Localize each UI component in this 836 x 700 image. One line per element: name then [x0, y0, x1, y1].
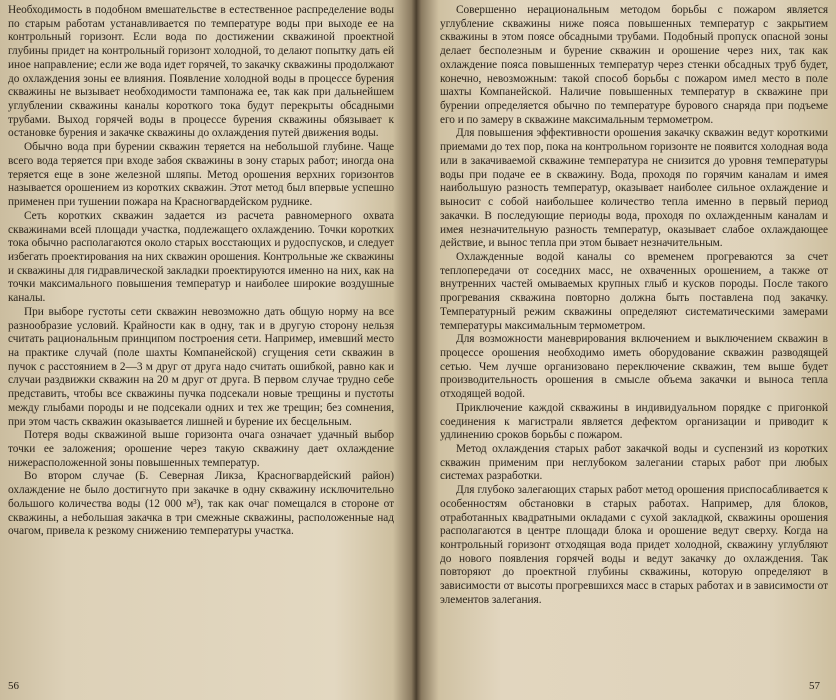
paragraph: Охлажденные водой каналы со временем прогреваются за счет теплопередачи от соседних масс, не охваченных орошением, а также от внутренних частей омываемых крупных глыб и кусков породы. После такого прогревания скважина повторно должна быть поставлена под закачку. Температурный режим скважины определяют систематическими замерами температуры максимальным термометром. [440, 250, 828, 332]
paragraph: Для глубоко залегающих старых работ метод орошения приспосабливается к особенностям обстановки в старых работах. Например, для блоков, отработанных квадратными окладами с сухой закладкой, скважины орошения располагаются в центре площади блока и орошение ведут сверху. Когда на контрольный горизонт отходящая вода придет холодной, скважину углубляют до нового появления горячей воды и ведут закачку до охлаждения. Так повторяют до проектной глубины скважины, которую определяют в зависимости от высоты прогревшихся масс в старых работах и в зависимости от элементов залегания. [440, 484, 828, 606]
right-page-text [440, 4, 828, 608]
paragraph: Для возможности маневрирования включением и выключением скважин в процессе орошения необходимо иметь оборудование скважин разводящей сетью. Чем лучше организовано переключение скважин, тем выше будет производительность орошения в смысле объема закачки и выноса тепла отходящей водой. [440, 333, 828, 401]
paragraph: Сеть коротких скважин задается из расчета равномерного охвата скважинами всей площади участка, подлежащего охлаждению. Точки коротких тока обычно располагаются около старых восстающих и рудоспусков, и следует избегать проектирования на них скважин орошения. Контрольные же скважины и скважины для гидравлической закладки проектируются именно на них, как на точки максимального повышения температур и наиболее широкие воздушные каналы. [8, 209, 394, 305]
paragraph: Метод охлаждения старых работ закачкой воды и суспензий из коротких скважин применим при неглубоком залегании старых работ при любых системах разработки. [440, 443, 828, 483]
paragraph: Приключение каждой скважины в индивидуальном порядке с пригонкой соединения к магистрали является дефектом организации и приводит к удлинению сроков борьбы с пожаром. [440, 401, 828, 442]
paragraph: Потеря воды скважиной выше горизонта очага означает удачный выбор точки ее заложения; орошение через такую скважину дает охлаждение нижерасположенной зоны повышенных температур. [8, 429, 394, 469]
left-page-text [8, 4, 394, 539]
paragraph: Обычно вода при бурении скважин теряется на небольшой глубине. Чаще всего вода теряется при входе забоя скважины в зону старых работ; иногда она теряется еще в зоне железной шляпы. Метод орошения верхних горизонтов называется орошением из коротких скважин. Этот метод был впервые успешно применен при тушении пожара на Красногвардейском руднике. [8, 141, 394, 209]
paragraph: Необходимость в подобном вмешательстве в естественное распределение воды по старым работам устанавливается по температуре воды при выходе ее на контрольный горизонт. Если вода по достижении скважиной проектной глубины придет на контрольный горизонт холодной, то делают попытку дать ей иное направление; если же вода идет горячей, то закачку скважины продолжают до охлаждения зоны ее влияния. Появление холодной воды в процессе бурения скважины не вызывает необходимости тампонажа ее, так как при дальнейшем углублении скважины каналы короткого тока будут перекрыты обсадными трубами. Выход горячей воды в процессе бурения скважины обязывает к остановке бурения и закачке скважины до охлаждения путей движения воды. [8, 4, 394, 140]
paragraph: При выборе густоты сети скважин невозможно дать общую норму на все разнообразие условий. Крайности как в одну, так и в другую сторону нельзя считать рациональным принципом построения сети. Например, имевший место на практике случай (поле шахты Компанейской) сгущения сети скважин в пучок с расстоянием в 2—3 м друг от друга надо считать ошибкой, равно как и случаи раздвижки скважин на 20 м друг от друга. В первом случае трудно себе представить, чтобы все скважины пучка подсекали новые трещины и пустоты между глыбами породы и не подсекали одних и тех же трещин; без сомнения, при этом часть скважин оказывается лишней и бурение их бесцельным. [8, 305, 394, 428]
left-page [0, 0, 412, 700]
right-page [420, 0, 836, 700]
paragraph: Во втором случае (Б. Северная Ликза, Красногвардейский район) охлаждение не было достигнуто при закачке в одну скважину исключительно большого количества воды (12 000 м³), так как очаг помещался в стороне от скважины, а небольшая закачка в три смежные скважины, расположенные над очагом, привела к резкому снижению температуры участка. [8, 470, 394, 538]
paragraph: Для повышения эффективности орошения закачку скважин ведут короткими приемами до тех пор, пока на контрольном горизонте не появится холодная вода или в закачиваемой скважине температура не снизится до уровня температуры воды при подаче ее в скважину. Вода, проходя по горячим каналам и имея наибольшую разность температур, оказывает наиболее сильное охлаждение и выносит с собой наибольшее количество тепла именно в первый период закачки. В последующие периоды вода, проходя по охлажденным каналам и имея незначительную разность температур, оказывает слабое охлаждающее действие, и вынос тепла при этом бывает незначительным. [440, 127, 828, 250]
paragraph: Совершенно нерациональным методом борьбы с пожаром является углубление скважины ниже пояса повышенных температур с закрытием скважины в этом поясе обсадными трубами. Подобный пропуск опасной зоны делает бесполезным и бурение скважин и орошение через них, так как охлаждение пояса повышенных температур через стенки обсадных труб будет, конечно, невозможным: такой способ борьбы с пожаром имел место в поле шахты Компанейской. Наличие повышенных температур в скважине при бурении определяется обычно по температуре бурового снаряда при подъеме его и по замеру в скважине максимальным термометром. [440, 4, 828, 126]
page-number: 57 [809, 680, 820, 692]
page-number: 56 [8, 680, 19, 692]
